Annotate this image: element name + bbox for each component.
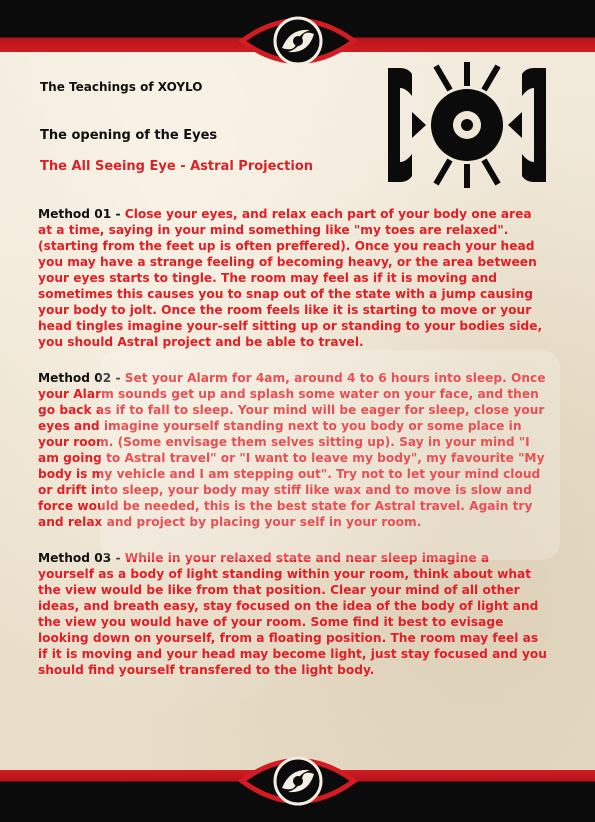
method-03-label: Method 03 - [38, 551, 125, 565]
method-03-text: While in your relaxed state and near sleep imagine a yourself as a body of light standing within your room, think about what the view would be like from that position. Clear your mind of all other ideas, and breath easy, stay focused on the idea of the body of light and the view you would have of your room. Some find it best to evisage looking down on yourself, from a floating position. The room may feel as if it is moving and your head may become light, just stay focused and you should find yourself transfered to the light body. [38, 551, 547, 677]
method-03 [38, 550, 548, 678]
method-01-text: Close your eyes, and relax each part of your body one area at a time, saying in your mind something like "my toes are relaxed". (starting from the feet up is often preffered). Once you reach your head you may have a strange feeling of becoming heavy, or the area between your eyes starts to tingle. The room may feel as if it is moving and sometimes this causes you to snap out of the state with a jump causing your body to jolt. Once the room feels like it is starting to move or your head tingles imagine your-self sitting up or standing to your bodies side, you should Astral project and be able to travel. [38, 207, 543, 349]
all-seeing-eye-emblem-icon [238, 748, 358, 814]
all-seeing-eye-emblem-icon [238, 8, 358, 74]
teachings-title: The Teachings of XOYLO [40, 80, 203, 94]
method-01 [38, 206, 548, 350]
method-02 [38, 370, 548, 530]
method-02-label: Method 02 - [38, 371, 125, 385]
xoylo-eye-logo-icon [386, 62, 548, 188]
opening-heading: The opening of the Eyes [40, 128, 218, 143]
method-02-text: Set your Alarm for 4am, around 4 to 6 hours into sleep. Once your Alarm sounds get up and splash some water on your face, and then go back as if to fall to sleep. Your mind will be eager for sleep, close your eyes and imagine yourself standing next to you body or some place in your room. (Some envisage them selves sitting up). Say in your mind "I am going to Astral travel" or "I want to leave my body", my favourite "My body is my vehicle and I am stepping out". Try not to let your mind cloud or drift into sleep, your body may stiff like wax and to move is slow and force would be needed, this is the best state for Astral travel. Again try and relax and project by placing your self in your room. [38, 371, 546, 529]
astral-subtitle: The All Seeing Eye - Astral Projection [40, 159, 314, 174]
method-01-label: Method 01 - [38, 207, 125, 221]
methods-list [38, 206, 548, 698]
